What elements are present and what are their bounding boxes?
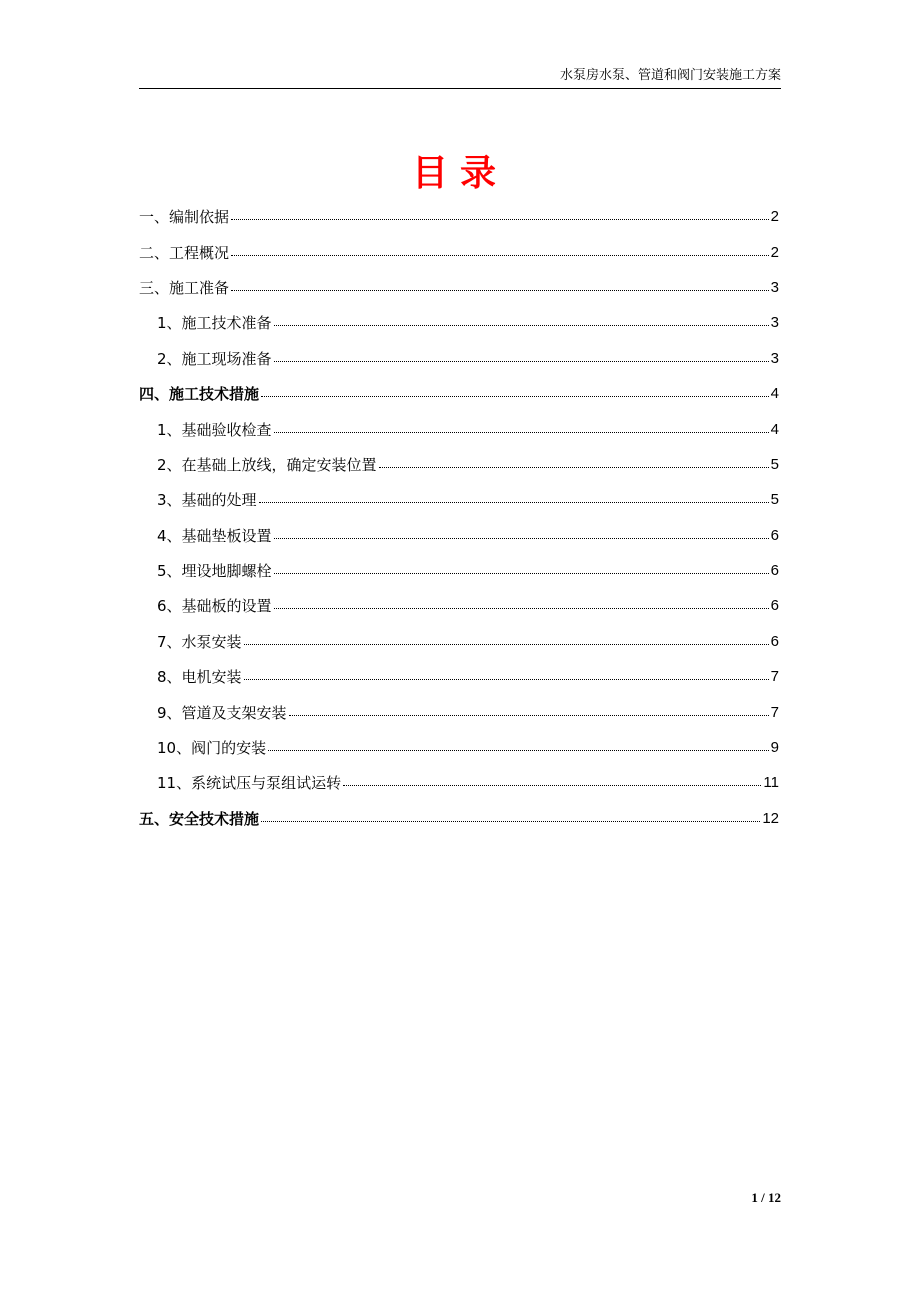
toc-entry[interactable]	[139, 199, 779, 234]
toc-entry[interactable]	[139, 553, 779, 588]
toc-dot-leader	[343, 785, 761, 786]
toc-entry-label: 1、基础验收检查	[157, 420, 272, 439]
header-title: 水泵房水泵、管道和阀门安装施工方案	[559, 68, 781, 83]
toc-dot-leader	[268, 750, 769, 751]
page-number: 1 / 12	[751, 1190, 781, 1205]
toc-entry-label: 四、施工技术措施	[139, 385, 260, 404]
toc-entry-page: 12	[762, 809, 779, 827]
toc-entry-label: 7、水泵安装	[157, 632, 242, 651]
toc-entry-page: 3	[770, 278, 779, 296]
toc-entry-page: 11	[763, 774, 779, 792]
toc-entry-page: 3	[770, 349, 779, 367]
toc-entry[interactable]	[139, 694, 779, 729]
toc-entry-page: 7	[770, 703, 779, 721]
toc-dot-leader	[244, 679, 769, 680]
toc-entry-label: 5、埋设地脚螺栓	[157, 562, 272, 581]
toc-entry[interactable]	[139, 376, 779, 411]
toc-dot-leader	[274, 538, 769, 539]
toc-entry-page: 5	[770, 455, 779, 473]
toc-entry-label: 3、基础的处理	[157, 491, 257, 510]
toc-dot-leader	[259, 502, 769, 503]
toc-entry[interactable]	[139, 234, 779, 269]
toc-dot-leader	[289, 715, 769, 716]
toc-entry-label: 4、基础垫板设置	[157, 526, 272, 545]
toc-entry-page: 6	[770, 632, 779, 650]
toc-dot-leader	[261, 821, 760, 822]
toc-dot-leader	[274, 361, 769, 362]
toc-entry[interactable]	[139, 341, 779, 376]
toc-entry-label: 2、在基础上放线，确定安装位置	[157, 455, 377, 474]
toc-entry-label: 三、施工准备	[139, 278, 230, 297]
toc-entry[interactable]	[139, 482, 779, 517]
toc-entry-label: 1、施工技术准备	[157, 314, 272, 333]
toc-entry[interactable]	[139, 730, 779, 765]
toc-entry[interactable]	[139, 624, 779, 659]
toc-dot-leader	[231, 219, 769, 220]
toc-entry[interactable]	[139, 765, 779, 800]
toc-dot-leader	[231, 290, 769, 291]
toc-dot-leader	[379, 467, 769, 468]
toc-entry-label: 11、系统试压与泵组试运转	[157, 774, 342, 793]
toc-entry-page: 2	[770, 243, 779, 261]
toc-dot-leader	[274, 325, 769, 326]
toc-entry-page: 6	[770, 526, 779, 544]
toc-entry-label: 8、电机安装	[157, 668, 242, 687]
toc-entry-label: 五、安全技术措施	[139, 809, 260, 828]
toc-entry[interactable]	[139, 659, 779, 694]
toc-entry[interactable]	[139, 518, 779, 553]
toc-dot-leader	[261, 396, 769, 397]
toc-dot-leader	[274, 573, 769, 574]
toc-entry-page: 6	[770, 562, 779, 580]
toc-entry[interactable]	[139, 447, 779, 482]
toc-dot-leader	[274, 608, 769, 609]
toc-entry-page: 3	[770, 314, 779, 332]
toc-entry[interactable]	[139, 411, 779, 446]
toc-entry-label: 9、管道及支架安装	[157, 703, 287, 722]
toc-entry-page: 6	[770, 597, 779, 615]
toc-dot-leader	[244, 644, 769, 645]
toc-entry[interactable]	[139, 270, 779, 305]
toc-dot-leader	[231, 255, 769, 256]
toc-entry-label: 10、阀门的安装	[157, 739, 267, 758]
toc-title: 目录	[411, 152, 508, 194]
toc-entry-label: 2、施工现场准备	[157, 349, 272, 368]
page-header	[139, 64, 781, 89]
toc-entry-label: 一、编制依据	[139, 208, 230, 227]
toc-entry[interactable]	[139, 305, 779, 340]
toc-entry[interactable]	[139, 801, 779, 836]
toc-entry-page: 7	[770, 668, 779, 686]
toc-entry-page: 4	[770, 420, 779, 438]
toc-entry-page: 4	[770, 385, 779, 403]
toc-entry-page: 5	[770, 491, 779, 509]
toc-entry[interactable]	[139, 588, 779, 623]
toc-entry-page: 2	[770, 208, 779, 226]
toc-entry-label: 二、工程概况	[139, 243, 230, 262]
table-of-contents	[139, 199, 779, 836]
toc-entry-page: 9	[770, 739, 779, 757]
toc-entry-label: 6、基础板的设置	[157, 597, 272, 616]
toc-dot-leader	[274, 432, 769, 433]
